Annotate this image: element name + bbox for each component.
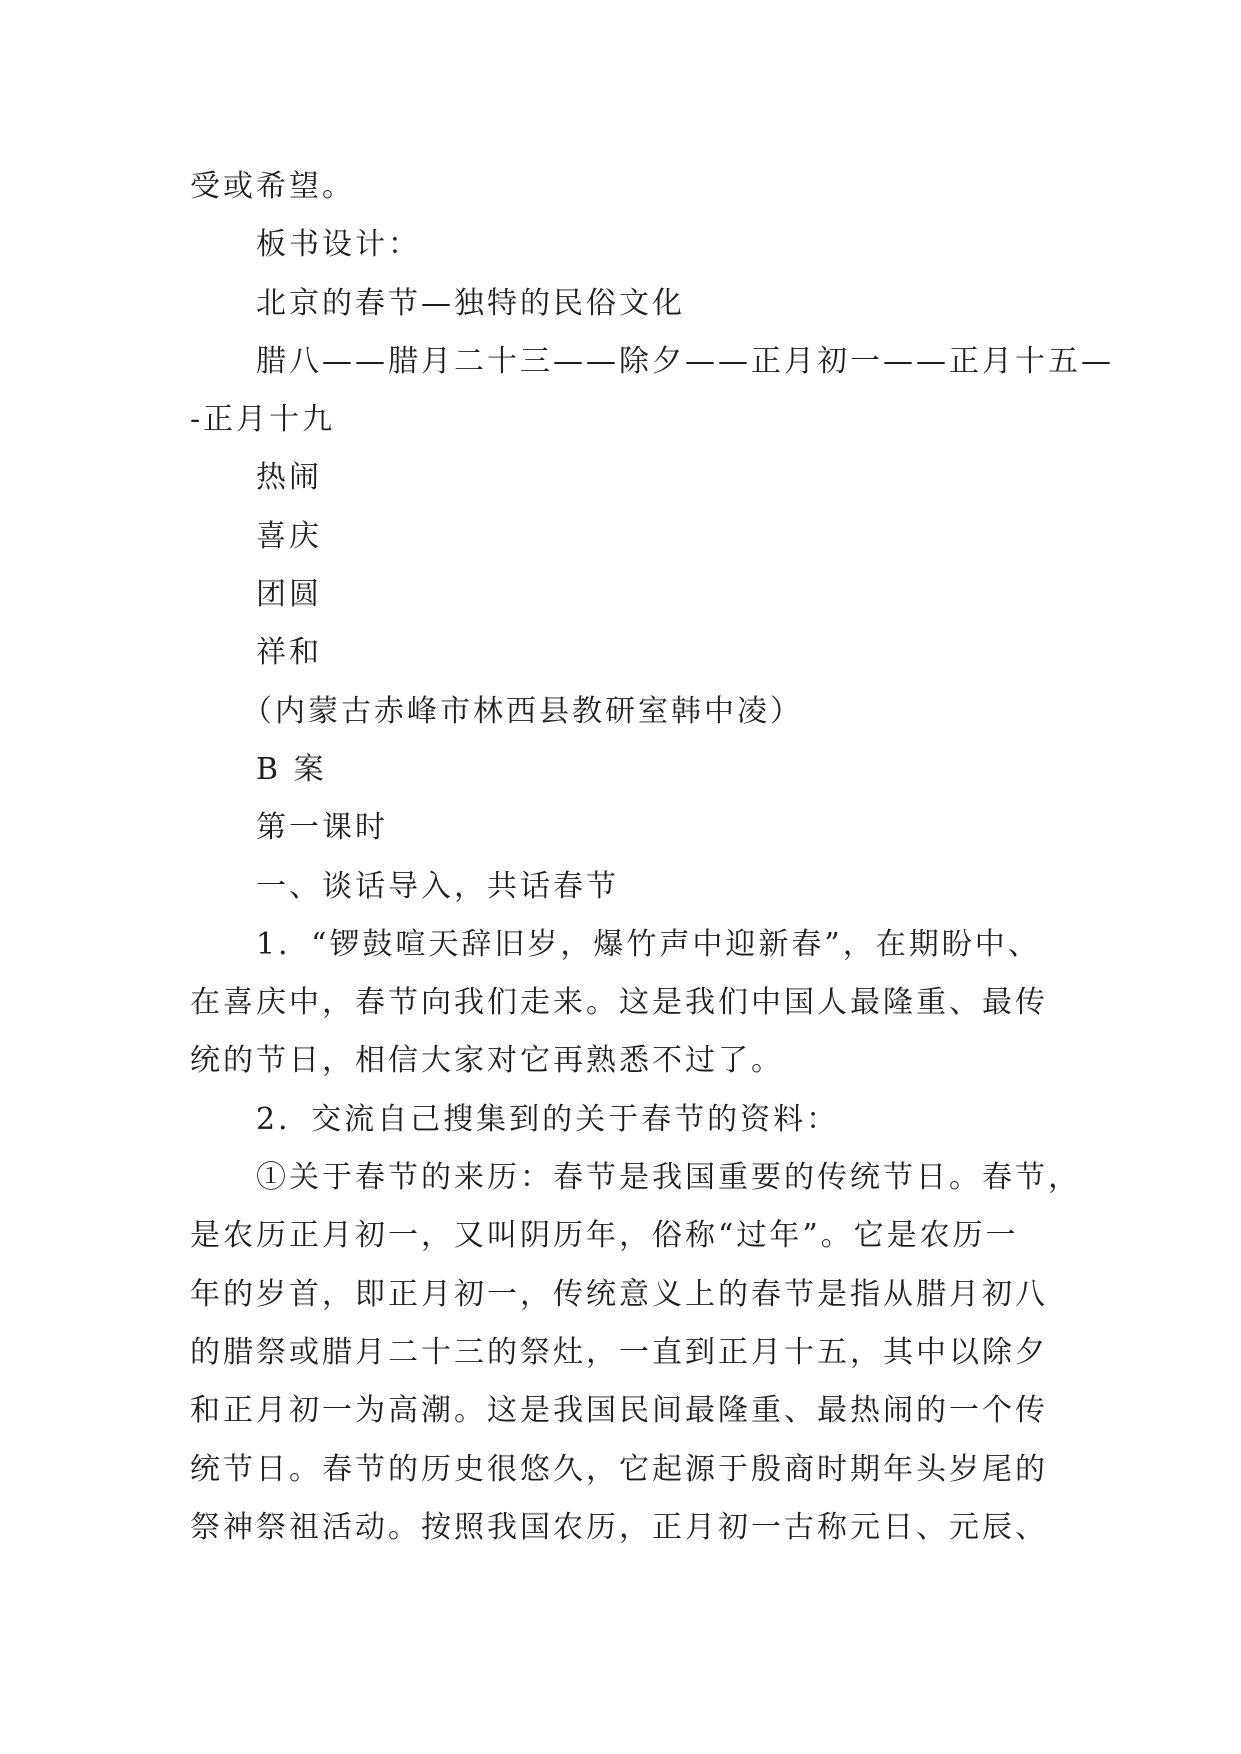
paragraph-line: 是农历正月初一，又叫阴历年，俗称“过年”。它是农历一 [190, 1218, 1019, 1254]
board-design-keyword: 热闹 [256, 460, 322, 496]
text-line-continuation: 受或希望。 [190, 169, 355, 204]
paragraph-line: 1．“锣鼓喧天辞旧岁，爆竹声中迎新春”，在期盼中、 [256, 926, 1041, 962]
board-design-keyword: 团圆 [256, 577, 322, 613]
paragraph-line: 2．交流自己搜集到的关于春节的资料： [256, 1101, 840, 1137]
board-design-timeline: 腊八——腊月二十三——除夕——正月初一——正月十五— [256, 343, 1114, 379]
document-body [190, 158, 1114, 1557]
board-design-keyword: 喜庆 [256, 518, 322, 554]
paragraph-line: 统的节日，相信大家对它再熟悉不过了。 [190, 1043, 784, 1079]
board-design-keyword: 祥和 [256, 635, 322, 671]
board-design-title: 北京的春节—独特的民俗文化 [256, 285, 685, 321]
board-design-timeline-end: -正月十九 [190, 402, 336, 438]
paragraph-line: 和正月初一为高潮。这是我国民间最隆重、最热闹的一个传 [190, 1393, 1048, 1429]
board-design-heading: 板书设计： [256, 227, 421, 263]
paragraph-line: 祭神祭祖活动。按照我国农历，正月初一古称元日、元辰、 [190, 1509, 1048, 1545]
plan-b-heading: B 案 [256, 751, 327, 787]
section-heading: 一、谈话导入，共话春节 [256, 868, 619, 904]
paragraph-line: 在喜庆中，春节向我们走来。这是我们中国人最隆重、最传 [190, 985, 1048, 1021]
lesson-heading: 第一课时 [256, 810, 388, 846]
paragraph-line: 统节日。春节的历史很悠久，它起源于殷商时期年头岁尾的 [190, 1451, 1048, 1487]
paragraph-line: 年的岁首，即正月初一，传统意义上的春节是指从腊月初八 [190, 1276, 1048, 1312]
paragraph-line: 的腊祭或腊月二十三的祭灶，一直到正月十五，其中以除夕 [190, 1334, 1048, 1370]
author-credit: （内蒙古赤峰市林西县教研室韩中凌） [242, 693, 803, 729]
paragraph-line: ①关于春节的来历：春节是我国重要的传统节日。春节， [256, 1160, 1081, 1196]
